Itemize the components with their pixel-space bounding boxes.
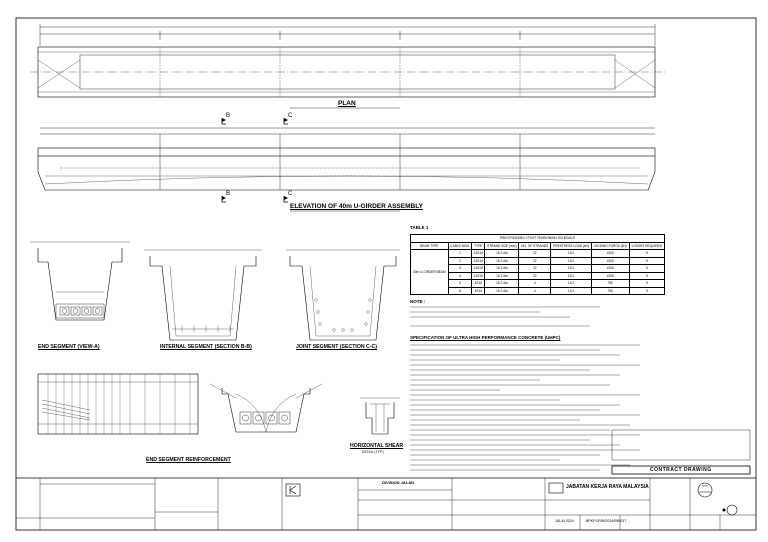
internal-segment-caption: INTERNAL SEGMENT (SECTION B-B) [160,344,252,350]
table-label: TABLE 1 [410,225,429,230]
horizontal-shear-caption: HORIZONTAL SHEAR [350,443,404,449]
table-cell: 5 [629,280,664,288]
table-cell: 15.2 dia [485,265,519,273]
notes-heading: NOTE : [410,299,426,304]
joint-segment-caption: JOINT SEGMENT (SECTION C-C) [296,344,377,350]
table-cell: 5 [629,257,664,265]
section-marker-c-bottom: C [288,191,293,197]
table-header-row [411,242,665,250]
table-cell: 4 [448,272,472,280]
table-cell: 4S15 [472,280,485,288]
table-header: NO. OF STRANDS [519,242,551,250]
table-cell: 4200 [591,272,629,280]
table-header: JACKING FORCE (kN) [591,242,629,250]
horizontal-shear-subcaption: DETAIL (TYP.) [362,450,384,454]
table-cell: 12S15 [473,273,483,278]
table-cell: 15.2 [551,250,592,258]
end-reinforcement-caption: END SEGMENT REINFORCEMENT [146,457,231,463]
table-cell: 15.2 [551,272,592,280]
table-cell: 750 [591,280,629,288]
section-marker-b-top: B [226,113,231,119]
table-cell: 15.2 dia [485,257,519,265]
table-row [411,257,665,265]
table-cell: 4200 [591,265,629,273]
table-cell: 750 [591,287,629,295]
drawing-number: BPKP/JR/B/2024/BR/017 [586,519,627,523]
table-cell: 2 [448,257,472,265]
table-header: CABLE NUM. [448,242,472,250]
table-cell: 4200 [591,257,629,265]
table-cell: 5 [629,265,664,273]
uhpc-spec-heading: SPECIFICATION OF ULTRA HIGH PERFORMANCE CONCRETE (UHPC) [410,335,561,340]
table-cell: 4 [519,280,551,288]
section-marker-b-bottom: B [226,191,231,197]
beam-type-cell: 40m U-GIRDER BEAM [411,250,449,295]
table-cell: 22 [519,250,551,258]
table-cell: 5 [448,280,472,288]
table-header: TYPE [472,242,485,250]
table-header: STRAND SIZE (mm) [485,242,519,250]
prestress-schedule-table [410,234,665,295]
contract-drawing-stamp: CONTRACT DRAWING [650,466,712,473]
table-cell: 3 [448,265,472,273]
table-header: LOSSES REQUIRED [629,242,664,250]
table-header: PRESTRESS LOAD (kN) [551,242,592,250]
table-cell: 4S15 [472,287,485,295]
table-cell: 15.2 dia [485,250,519,258]
table-cell: 5 [629,250,664,258]
table-cell: 12S15 [473,258,483,263]
authority-title: JABATAN KERJA RAYA MALAYSIA [566,484,649,490]
table-cell: 15.2 dia [485,272,519,280]
table-row [411,287,665,295]
table-cell: 5 [629,287,664,295]
table-title: PRESTRESSING / POST-TENSIONING SCHEDULE [411,235,665,243]
table-cell: 15.2 [551,265,592,273]
consultant-title: DIVISION JALAN [382,480,415,485]
table-cell: 22 [519,272,551,280]
table-cell: 15.2 [551,257,592,265]
plan-caption: PLAN [338,100,356,107]
elevation-caption: ELEVATION OF 40m U-GIRDER ASSEMBLY [290,203,423,210]
table-row [411,280,665,288]
table-cell: 22 [519,257,551,265]
table-cell: 5 [629,272,664,280]
end-segment-caption: END SEGMENT (VIEW-A) [38,344,100,350]
table-header: BEAM TYPE [411,242,449,250]
table-cell: 12S15 [473,266,483,271]
table-cell: 15.2 [551,280,592,288]
table-cell: 15.2 dia [485,287,519,295]
table-cell: 22 [519,265,551,273]
table-cell: 15.2 [551,287,592,295]
table-row [411,250,665,258]
table-cell: 15.2 dia [485,280,519,288]
table-cell: 4 [519,287,551,295]
table-cell: 1 [448,250,472,258]
table-cell: 6 [448,287,472,295]
section-marker-c-top: C [288,113,293,119]
table-cell: 4200 [591,250,629,258]
table-cell: 12S15 [473,251,483,256]
table-row [411,272,665,280]
drawing-date: JULAI 2024 [555,519,574,523]
table-row [411,265,665,273]
